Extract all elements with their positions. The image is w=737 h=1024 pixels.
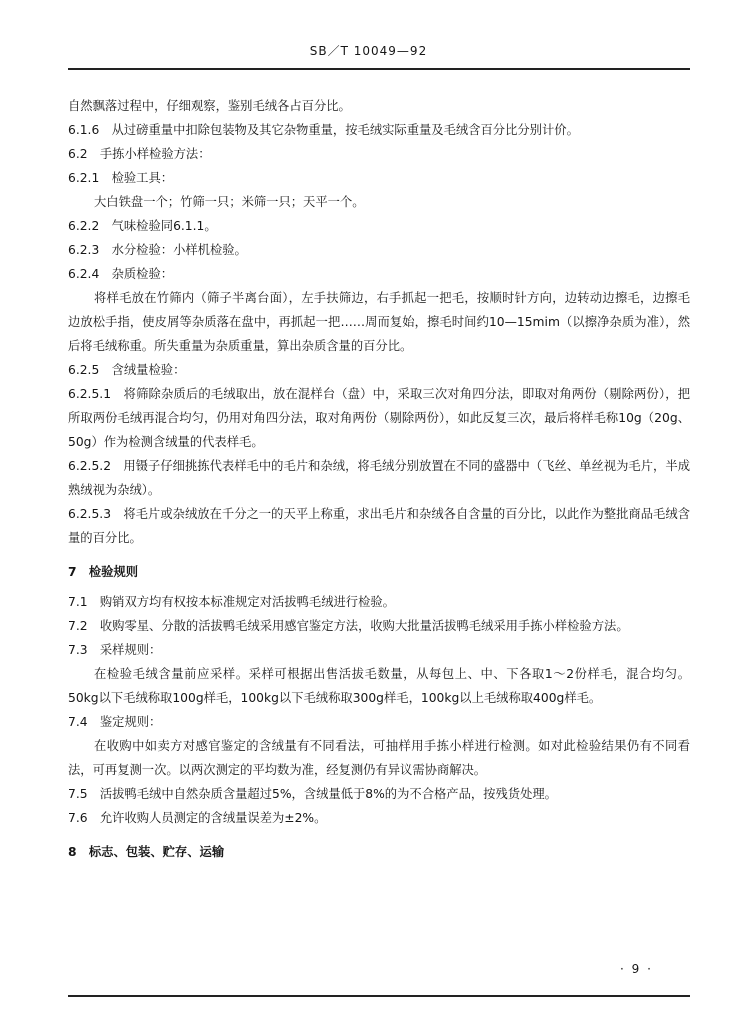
appraisal-rules: 在收购中如卖方对感官鉴定的含绒量有不同看法，可抽样用手拣小样进行检测。如对此检验结果仍有不同看法，可再复测一次。以两次测定的平均数为准，经复测仍有异议需协商解决。	[68, 739, 690, 777]
page-number: · 9 ·	[620, 962, 653, 976]
standard-number: SB／T 10049—92	[309, 44, 428, 58]
paragraph-6-1-5-end: 自然飘落过程中，仔细观察，鉴别毛绒各占百分比。	[68, 99, 351, 113]
section-8-heading: 8 标志、包装、贮存、运输	[68, 845, 225, 859]
clause-6-2-5: 6.2.5 含绒量检验：	[68, 363, 186, 377]
header-rule	[68, 68, 690, 70]
footer-rule	[68, 995, 690, 997]
tools-list: 大白铁盘一个；竹筛一只；米筛一只；天平一个。	[94, 195, 365, 209]
clause-6-2-1: 6.2.1 检验工具：	[68, 171, 174, 185]
clause-6-2-4: 6.2.4 杂质检验：	[68, 267, 174, 281]
clause-7-5: 7.5 活拔鸭毛绒中自然杂质含量超过5%，含绒量低于8%的为不合格产品，按残货处理。	[68, 787, 557, 801]
clause-7-1: 7.1 购销双方均有权按本标准规定对活拔鸭毛绒进行检验。	[68, 595, 395, 609]
clause-7-4: 7.4 鉴定规则：	[68, 715, 162, 729]
clause-6-2: 6.2 手拣小样检验方法：	[68, 147, 211, 161]
document-body	[68, 94, 690, 864]
clause-6-1-6: 6.1.6 从过磅重量中扣除包装物及其它杂物重量，按毛绒实际重量及毛绒含百分比分别计价。	[68, 123, 579, 137]
clause-7-2: 7.2 收购零星、分散的活拔鸭毛绒采用感官鉴定方法，收购大批量活拔鸭毛绒采用手拣小样检验方法。	[68, 619, 629, 633]
clause-7-3: 7.3 采样规则：	[68, 643, 162, 657]
clause-6-2-3: 6.2.3 水分检验：小样机检验。	[68, 243, 247, 257]
clause-7-6: 7.6 允许收购人员测定的含绒量误差为±2%。	[68, 811, 327, 825]
impurity-procedure: 将样毛放在竹筛内（筛子半离台面），左手扶筛边，右手抓起一把毛，按顺时针方向，边转动边擦毛，边擦毛边放松手指，使皮屑等杂质落在盘中，再抓起一把……周而复始，擦毛时间约10—15mim（以擦净杂质为准），然后将毛绒称重。所失重量为杂质重量，算出杂质含量的百分比。	[68, 291, 690, 353]
clause-6-2-5-2: 6.2.5.2 用镊子仔细挑拣代表样毛中的毛片和杂绒，将毛绒分别放置在不同的盛器中（飞丝、单丝视为毛片，半成熟绒视为杂绒）。	[68, 459, 690, 497]
document-header	[0, 42, 737, 59]
clause-6-2-2: 6.2.2 气味检验同6.1.1。	[68, 219, 217, 233]
sampling-rules: 在检验毛绒含量前应采样。采样可根据出售活拔毛数量，从每包上、中、下各取1～2份样毛，混合均匀。50kg以下毛绒称取100g样毛，100kg以下毛绒称取300g样毛，100kg以上毛绒称取400g样毛。	[68, 667, 690, 705]
section-7-heading: 7 检验规则	[68, 565, 139, 579]
clause-6-2-5-1: 6.2.5.1 将筛除杂质后的毛绒取出，放在混样台（盘）中，采取三次对角四分法，即取对角两份（剔除两份），把所取两份毛绒再混合均匀，仍用对角四分法，取对角两份（剔除两份），如此反复三次，最后将样毛称10g（20g、50g）作为检测含绒量的代表样毛。	[68, 387, 690, 449]
clause-6-2-5-3: 6.2.5.3 将毛片或杂绒放在千分之一的天平上称重，求出毛片和杂绒各自含量的百分比，以此作为整批商品毛绒含量的百分比。	[68, 507, 690, 545]
